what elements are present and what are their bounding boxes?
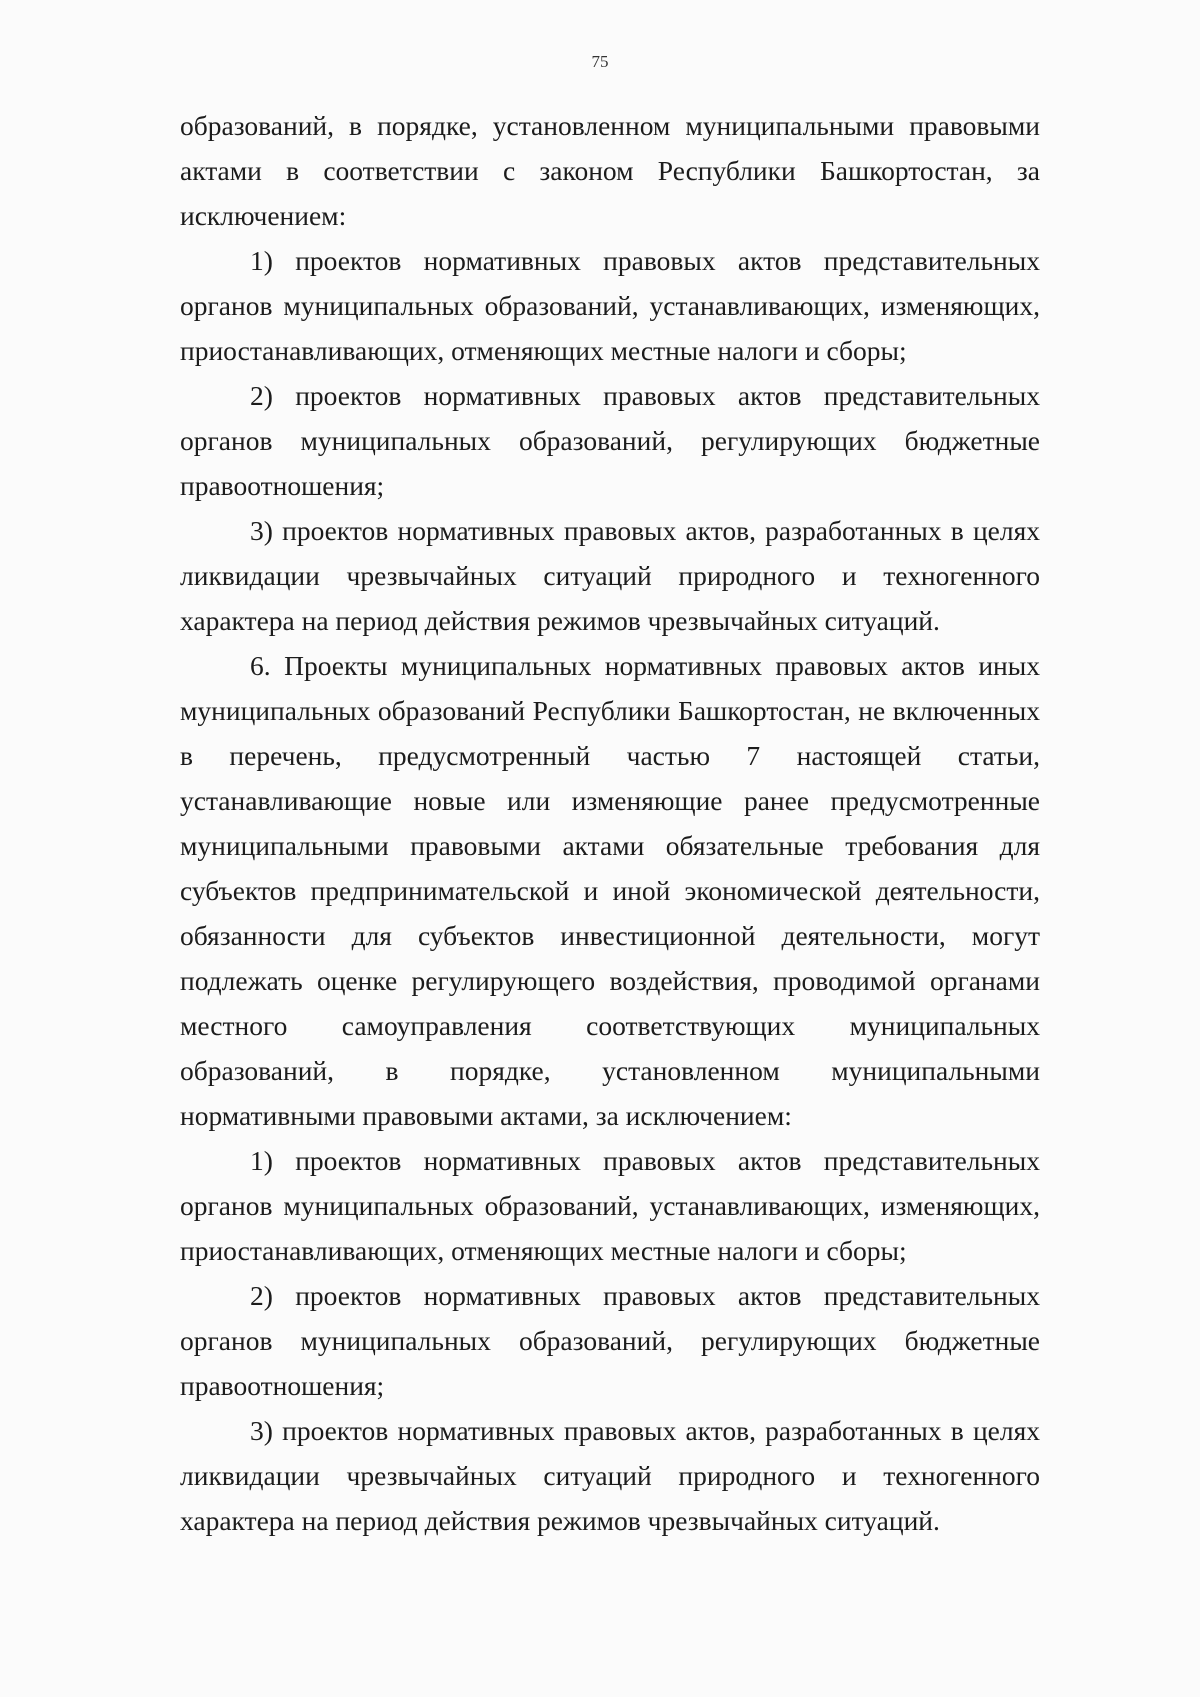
page-number: 75 [591, 52, 609, 71]
list-item-3-second: 3) проектов нормативных правовых актов, разработанных в целях ликвидации чрезвычайных ситуаций природного и техногенного характера на период действия режимов чрезвычайных ситуаций. [180, 1415, 1040, 1536]
body-text [180, 103, 1040, 1543]
list-item-1-second: 1) проектов нормативных правовых актов представительных органов муниципальных образований, устанавливающих, изменяющих, приостанавливающих, отменяющих местные налоги и сборы; [180, 1145, 1040, 1266]
paragraph-6: 6. Проекты муниципальных нормативных правовых актов иных муниципальных образований Республики Башкортостан, не включенных в перечень, предусмотренный частью 7 настоящей статьи, устанавливающие новые или изменяющие ранее предусмотренные муниципальными правовыми актами обязательные требования для субъектов предпринимательской и иной экономической деятельности, обязанности для субъектов инвестиционной деятельности, могут подлежать оценке регулирующего воздействия, проводимой органами местного самоуправления соответствующих муниципальных образований, в порядке, установленном муниципальными нормативными правовыми актами, за исключением: [180, 650, 1040, 1131]
list-item-3: 3) проектов нормативных правовых актов, разработанных в целях ликвидации чрезвычайных ситуаций природного и техногенного характера на период действия режимов чрезвычайных ситуаций. [180, 515, 1040, 636]
list-item-1: 1) проектов нормативных правовых актов представительных органов муниципальных образований, устанавливающих, изменяющих, приостанавливающих, отменяющих местные налоги и сборы; [180, 245, 1040, 366]
list-item-2: 2) проектов нормативных правовых актов представительных органов муниципальных образований, регулирующих бюджетные правоотношения; [180, 380, 1040, 501]
paragraph-continuation: образований, в порядке, установленном муниципальными правовыми актами в соответствии с законом Республики Башкортостан, за исключением: [180, 110, 1040, 231]
list-item-2-second: 2) проектов нормативных правовых актов представительных органов муниципальных образований, регулирующих бюджетные правоотношения; [180, 1280, 1040, 1401]
